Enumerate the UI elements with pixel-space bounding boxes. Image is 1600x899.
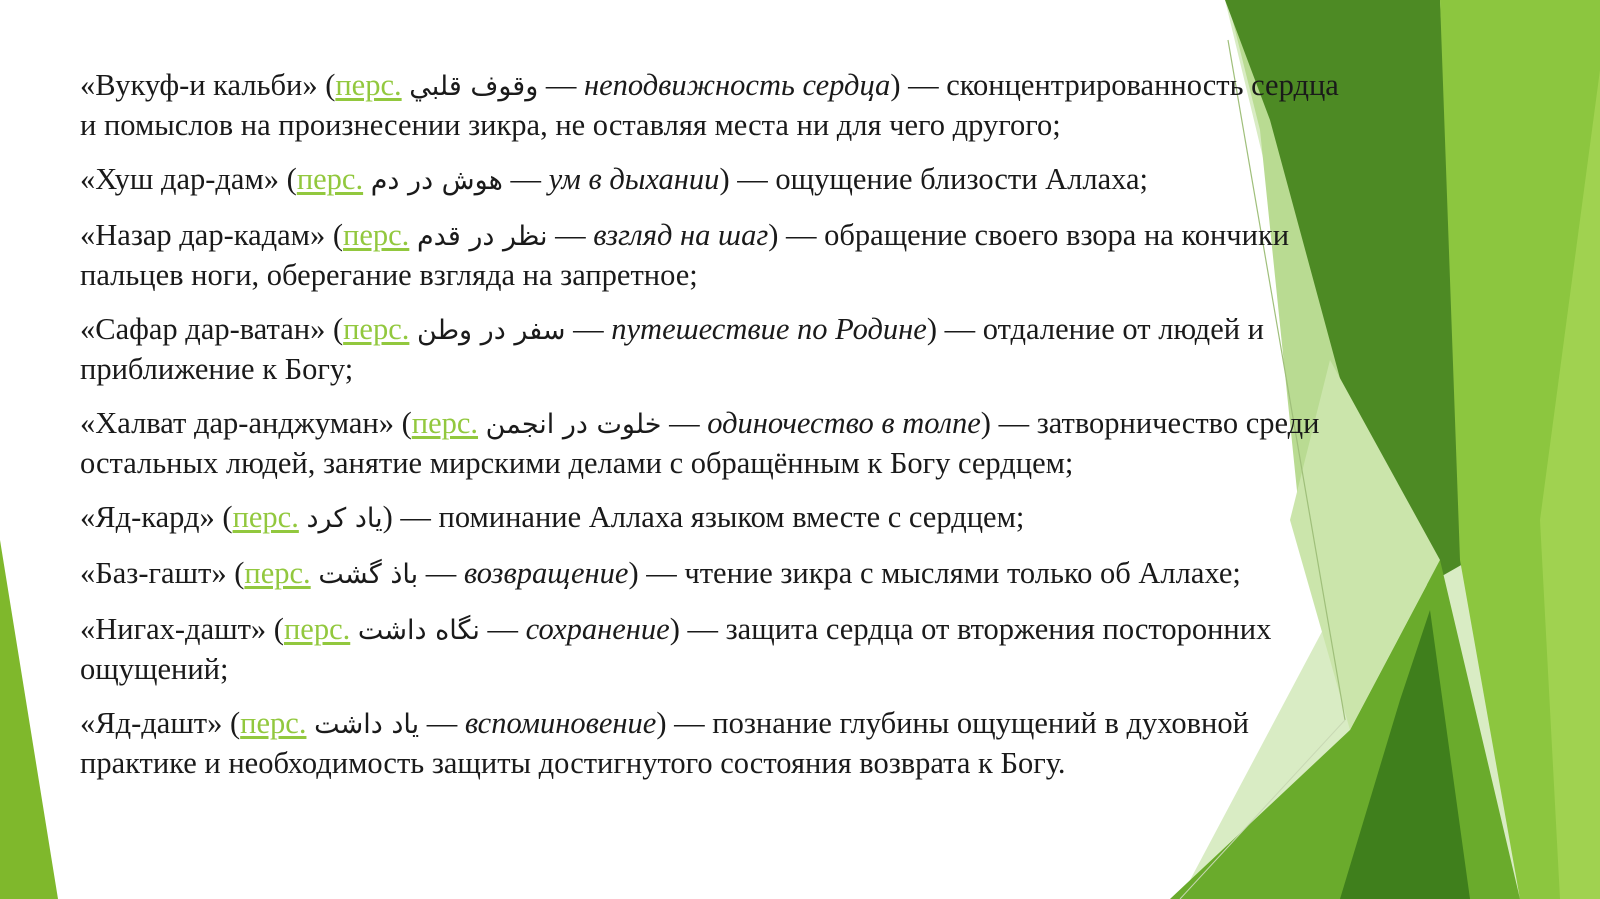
- term-name: «Баз-гашт» (: [80, 556, 245, 590]
- list-item: [80, 498, 1345, 538]
- persian-original: ياد كرد: [306, 503, 383, 534]
- list-item: [80, 554, 1345, 594]
- persian-original: وقوف قلبي: [409, 71, 539, 102]
- list-item: [80, 66, 1345, 144]
- translation-gloss: ум в дыхании: [548, 162, 720, 196]
- term-definition: ) — сконцентрированность сердца и помыслов на произнесении зикра, не оставляя места ни для чего другого;: [80, 68, 1339, 142]
- term-name: «Яд-кард» (: [80, 500, 233, 534]
- persian-original: سفر در وطن: [417, 315, 566, 346]
- list-item: [80, 310, 1345, 388]
- persian-original: باذ گشت: [318, 559, 419, 590]
- list-item: [80, 610, 1345, 688]
- dash: —: [418, 556, 464, 590]
- translation-gloss: сохранение: [525, 612, 670, 646]
- translation-gloss: возвращение: [463, 556, 629, 590]
- persian-language-link[interactable]: перс.: [343, 312, 410, 346]
- list-item: [80, 160, 1345, 200]
- term-name: «Назар дар-кадам» (: [80, 218, 344, 252]
- term-definition: ) — затворничество среди остальных людей, занятие мирскими делами с обращённым к Богу сердцем;: [80, 406, 1320, 480]
- dash: —: [479, 612, 526, 646]
- dash: —: [547, 218, 594, 252]
- term-name: «Сафар дар-ватан» (: [80, 312, 344, 346]
- persian-original: خلوت در انجمن: [485, 409, 662, 440]
- dash: —: [538, 68, 584, 102]
- term-definition: ) — познание глубины ощущений в духовной практике и необходимость защиты достигнутого состояния возврата к Богу.: [80, 706, 1249, 780]
- term-definition: ) — чтение зикра с мыслями только об Аллахе;: [628, 556, 1241, 590]
- persian-original: ياد داشت: [314, 709, 420, 740]
- left-green-sliver: [0, 540, 58, 899]
- term-definition: ) — обращение своего взора на кончики пальцев ноги, оберегание взгляда на запретное;: [80, 218, 1290, 292]
- persian-original: نگاه داشت: [357, 615, 480, 646]
- list-item: [80, 216, 1345, 294]
- term-definition: ) — отдаление от людей и приближение к Богу;: [80, 312, 1264, 386]
- persian-language-link[interactable]: перс.: [283, 612, 351, 646]
- list-item: [80, 404, 1345, 482]
- persian-language-link[interactable]: перс.: [296, 162, 364, 196]
- persian-language-link[interactable]: перс.: [343, 218, 410, 252]
- term-name: «Халват дар-анджуман» (: [80, 406, 412, 440]
- term-definition: ) — защита сердца от вторжения посторонних ощущений;: [80, 612, 1272, 686]
- dash: —: [502, 162, 549, 196]
- term-name: «Яд-дашт» (: [80, 706, 241, 740]
- dash: —: [661, 406, 708, 440]
- translation-gloss: вспоминовение: [464, 706, 657, 740]
- term-name: «Нигах-дашт» (: [80, 612, 284, 646]
- translation-gloss: путешествие по Родине: [611, 312, 927, 346]
- persian-language-link[interactable]: перс.: [240, 706, 307, 740]
- translation-gloss: взгляд на шаг: [593, 218, 769, 252]
- list-item: [80, 704, 1345, 782]
- persian-language-link[interactable]: перс.: [232, 500, 299, 534]
- dash: —: [419, 706, 465, 740]
- persian-language-link[interactable]: перс.: [244, 556, 311, 590]
- persian-language-link[interactable]: перс.: [411, 406, 479, 440]
- term-name: «Хуш дар-дам» (: [80, 162, 297, 196]
- term-definition: ) — ощущение близости Аллаха;: [719, 162, 1149, 196]
- term-list: [80, 66, 1345, 798]
- translation-gloss: неподвижность сердца: [583, 68, 891, 102]
- persian-original: هوش در دم: [370, 165, 503, 196]
- dash: —: [565, 312, 612, 346]
- persian-original: نظر در قدم: [416, 221, 548, 252]
- term-definition: ) — поминание Аллаха языком вместе с сердцем;: [382, 500, 1025, 534]
- persian-language-link[interactable]: перс.: [335, 68, 402, 102]
- term-name: «Вукуф-и кальби» (: [80, 68, 336, 102]
- translation-gloss: одиночество в толпе: [707, 406, 981, 440]
